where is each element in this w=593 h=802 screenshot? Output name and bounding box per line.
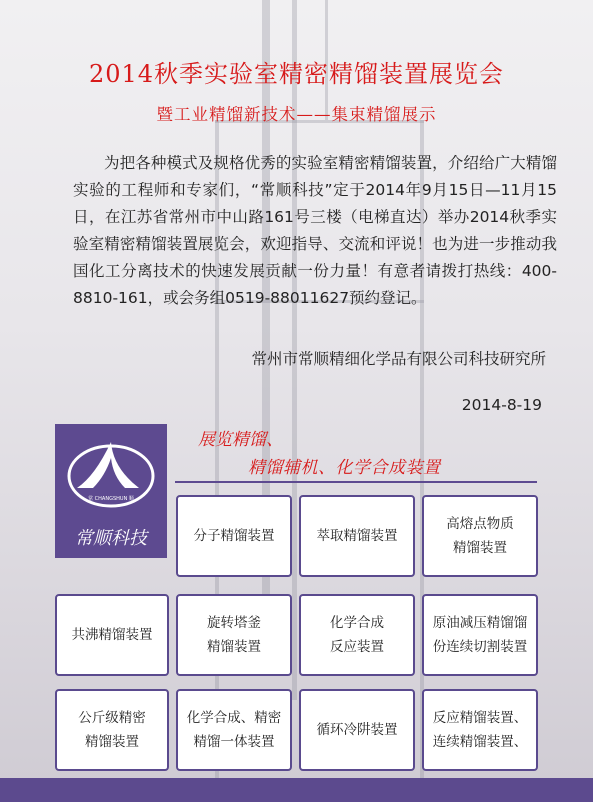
product-card: [55, 594, 169, 676]
product-label: 旋转塔釜 精馏装置: [207, 615, 261, 655]
product-card: [299, 495, 415, 577]
product-label: 化学合成、精密 精馏一体装置: [186, 710, 282, 750]
announcement-date: 2014-8-19: [461, 396, 542, 414]
page-subtitle: 暨工业精馏新技术——集束精馏展示: [156, 105, 437, 124]
product-label: 萃取精馏装置: [316, 528, 398, 544]
product-card: [299, 689, 415, 771]
product-label: 反应精馏装置、 连续精馏装置、: [432, 710, 528, 750]
product-card: [299, 594, 415, 676]
product-card: [176, 594, 292, 676]
page-title: 2014秋季实验室精密精馏装置展览会: [88, 60, 505, 88]
logo-script-text: 常顺科技: [75, 528, 147, 549]
product-card: [176, 689, 292, 771]
product-card: [422, 594, 538, 676]
product-label: 循环冷阱装置: [316, 722, 398, 738]
product-label: 共沸精馏装置: [71, 627, 153, 643]
product-label: 分子精馏装置: [193, 528, 275, 544]
heading-divider: [175, 481, 537, 483]
product-card: [422, 495, 538, 577]
product-card: [422, 689, 538, 771]
bottom-bar: [0, 778, 593, 802]
company-logo: [55, 424, 167, 558]
product-label: 原油减压精馏馏 份连续切割装置: [432, 615, 528, 655]
product-label: 化学合成 反应装置: [330, 615, 384, 655]
product-card: [176, 495, 292, 577]
product-label: 高熔点物质 精馏装置: [446, 516, 514, 556]
logo-small-text: 常 CHANGSHUN 顺: [88, 496, 134, 502]
product-card: [55, 689, 169, 771]
exhibits-heading-line1: 展览精馏、: [198, 430, 283, 450]
exhibits-heading-line2: 精馏辅机、化学合成装置: [248, 458, 441, 478]
product-label: 公斤级精密 精馏装置: [78, 710, 146, 750]
announcement-paragraph: 为把各种模式及规格优秀的实验室精密精馏装置，介绍给广大精馏实验的工程师和专家们，“常顺科技”定于2014年9月15日—11月15日，在江苏省常州市中山路161号三楼（电梯直达）举办2014秋季实验室精密精馏装置展览会，欢迎指导、交流和评说！也为进一步推动我国化工分离技术的快速发展贡献一份力量！有意者请拨打热线：400-8810-161，或会务组0519-88011627预约登记。: [73, 154, 557, 307]
company-name: 常州市常顺精细化学品有限公司科技研究所: [251, 350, 546, 368]
